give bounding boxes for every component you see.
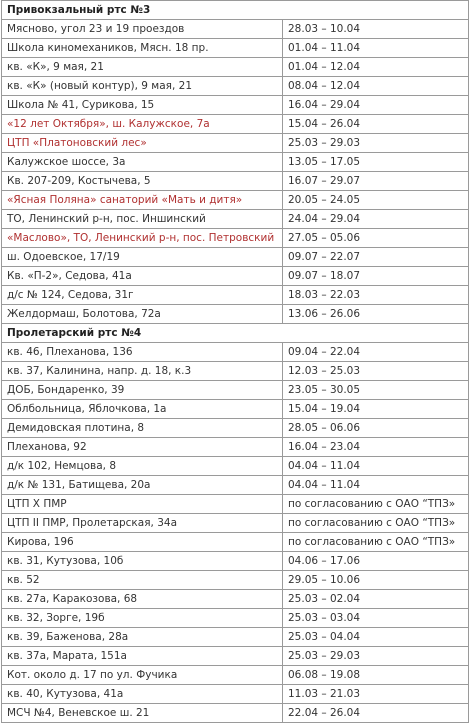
dates-cell: 13.06 – 26.06 (283, 305, 469, 324)
table-row (2, 628, 469, 647)
address-cell: «Маслово», ТО, Ленинский р-н, пос. Петровский (2, 229, 283, 248)
table-row (2, 20, 469, 39)
table-row (2, 96, 469, 115)
address-cell: кв. 46, Плеханова, 136 (2, 343, 283, 362)
dates-cell: 25.03 – 02.04 (283, 590, 469, 609)
dates-cell: 01.04 – 12.04 (283, 58, 469, 77)
table-row (2, 115, 469, 134)
dates-cell: 22.04 – 26.04 (283, 704, 469, 723)
address-cell: кв. 32, Зорге, 19б (2, 609, 283, 628)
section-header (2, 1, 469, 20)
dates-cell: 09.07 – 22.07 (283, 248, 469, 267)
table-row (2, 571, 469, 590)
table-row (2, 343, 469, 362)
table-row (2, 267, 469, 286)
dates-cell: 27.05 – 05.06 (283, 229, 469, 248)
table-row (2, 438, 469, 457)
table-row (2, 286, 469, 305)
dates-cell: 25.03 – 03.04 (283, 609, 469, 628)
address-cell: Школа № 41, Сурикова, 15 (2, 96, 283, 115)
address-cell: Кв. «П-2», Седова, 41а (2, 267, 283, 286)
address-cell: Школа киномехаников, Мясн. 18 пр. (2, 39, 283, 58)
dates-cell: 15.04 – 26.04 (283, 115, 469, 134)
address-cell: Желдормаш, Болотова, 72а (2, 305, 283, 324)
dates-cell: 16.04 – 29.04 (283, 96, 469, 115)
dates-cell: по согласованию с ОАО “ТПЗ» (283, 495, 469, 514)
dates-cell: 28.05 – 06.06 (283, 419, 469, 438)
dates-cell: 16.07 – 29.07 (283, 172, 469, 191)
dates-cell: 23.05 – 30.05 (283, 381, 469, 400)
dates-cell: 04.06 – 17.06 (283, 552, 469, 571)
table-row (2, 400, 469, 419)
dates-cell: 11.03 – 21.03 (283, 685, 469, 704)
table-row (2, 39, 469, 58)
table-row (2, 191, 469, 210)
table-row (2, 514, 469, 533)
dates-cell: 25.03 – 04.04 (283, 628, 469, 647)
section-title: Привокзальный ртс №3 (2, 1, 469, 20)
table-row (2, 609, 469, 628)
address-cell: Кирова, 196 (2, 533, 283, 552)
schedule-body (2, 1, 469, 723)
dates-cell: 13.05 – 17.05 (283, 153, 469, 172)
address-cell: д/с № 124, Седова, 31г (2, 286, 283, 305)
address-cell: Калужское шоссе, 3а (2, 153, 283, 172)
schedule-table (1, 0, 469, 723)
dates-cell: 16.04 – 23.04 (283, 438, 469, 457)
table-row (2, 457, 469, 476)
dates-cell: 20.05 – 24.05 (283, 191, 469, 210)
table-row (2, 495, 469, 514)
address-cell: Плеханова, 92 (2, 438, 283, 457)
address-cell: Мясново, угол 23 и 19 проездов (2, 20, 283, 39)
table-row (2, 533, 469, 552)
address-cell: «Ясная Поляна» санаторий «Мать и дитя» (2, 191, 283, 210)
address-cell: кв. 31, Кутузова, 10б (2, 552, 283, 571)
dates-cell: 04.04 – 11.04 (283, 457, 469, 476)
dates-cell: 15.04 – 19.04 (283, 400, 469, 419)
address-cell: ТО, Ленинский р-н, пос. Иншинский (2, 210, 283, 229)
table-row (2, 685, 469, 704)
table-row (2, 704, 469, 723)
table-row (2, 172, 469, 191)
dates-cell: 04.04 – 11.04 (283, 476, 469, 495)
table-row (2, 210, 469, 229)
dates-cell: 08.04 – 12.04 (283, 77, 469, 96)
table-row (2, 647, 469, 666)
address-cell: Кв. 207-209, Костычева, 5 (2, 172, 283, 191)
dates-cell: по согласованию с ОАО “ТПЗ» (283, 533, 469, 552)
section-header (2, 324, 469, 343)
address-cell: ш. Одоевское, 17/19 (2, 248, 283, 267)
dates-cell: 09.04 – 22.04 (283, 343, 469, 362)
address-cell: Облбольница, Яблочкова, 1а (2, 400, 283, 419)
table-row (2, 362, 469, 381)
address-cell: ДОБ, Бондаренко, 39 (2, 381, 283, 400)
table-row (2, 248, 469, 267)
address-cell: ЦТП II ПМР, Пролетарская, 34а (2, 514, 283, 533)
address-cell: ЦТП «Платоновский лес» (2, 134, 283, 153)
address-cell: кв. 27а, Каракозова, 68 (2, 590, 283, 609)
address-cell: кв. 40, Кутузова, 41а (2, 685, 283, 704)
table-row (2, 419, 469, 438)
table-row (2, 381, 469, 400)
table-row (2, 476, 469, 495)
dates-cell: 09.07 – 18.07 (283, 267, 469, 286)
dates-cell: 25.03 – 29.03 (283, 134, 469, 153)
table-row (2, 305, 469, 324)
dates-cell: 01.04 – 11.04 (283, 39, 469, 58)
address-cell: д/к № 131, Батищева, 20а (2, 476, 283, 495)
dates-cell: 29.05 – 10.06 (283, 571, 469, 590)
section-title: Пролетарский ртс №4 (2, 324, 469, 343)
address-cell: кв. «К», 9 мая, 21 (2, 58, 283, 77)
table-row (2, 77, 469, 96)
address-cell: кв. 37, Калинина, напр. д. 18, к.3 (2, 362, 283, 381)
address-cell: кв. 37а, Марата, 151а (2, 647, 283, 666)
table-row (2, 134, 469, 153)
dates-cell: 24.04 – 29.04 (283, 210, 469, 229)
address-cell: «12 лет Октября», ш. Калужское, 7а (2, 115, 283, 134)
table-row (2, 590, 469, 609)
dates-cell: 06.08 – 19.08 (283, 666, 469, 685)
address-cell: ЦТП Х ПМР (2, 495, 283, 514)
table-row (2, 229, 469, 248)
dates-cell: 12.03 – 25.03 (283, 362, 469, 381)
table-row (2, 153, 469, 172)
address-cell: д/к 102, Немцова, 8 (2, 457, 283, 476)
address-cell: Демидовская плотина, 8 (2, 419, 283, 438)
dates-cell: 25.03 – 29.03 (283, 647, 469, 666)
address-cell: кв. «К» (новый контур), 9 мая, 21 (2, 77, 283, 96)
address-cell: МСЧ №4, Веневское ш. 21 (2, 704, 283, 723)
dates-cell: 18.03 – 22.03 (283, 286, 469, 305)
table-row (2, 552, 469, 571)
table-row (2, 666, 469, 685)
address-cell: кв. 52 (2, 571, 283, 590)
address-cell: кв. 39, Баженова, 28а (2, 628, 283, 647)
dates-cell: по согласованию с ОАО “ТПЗ» (283, 514, 469, 533)
table-row (2, 58, 469, 77)
address-cell: Кот. около д. 17 по ул. Фучика (2, 666, 283, 685)
dates-cell: 28.03 – 10.04 (283, 20, 469, 39)
